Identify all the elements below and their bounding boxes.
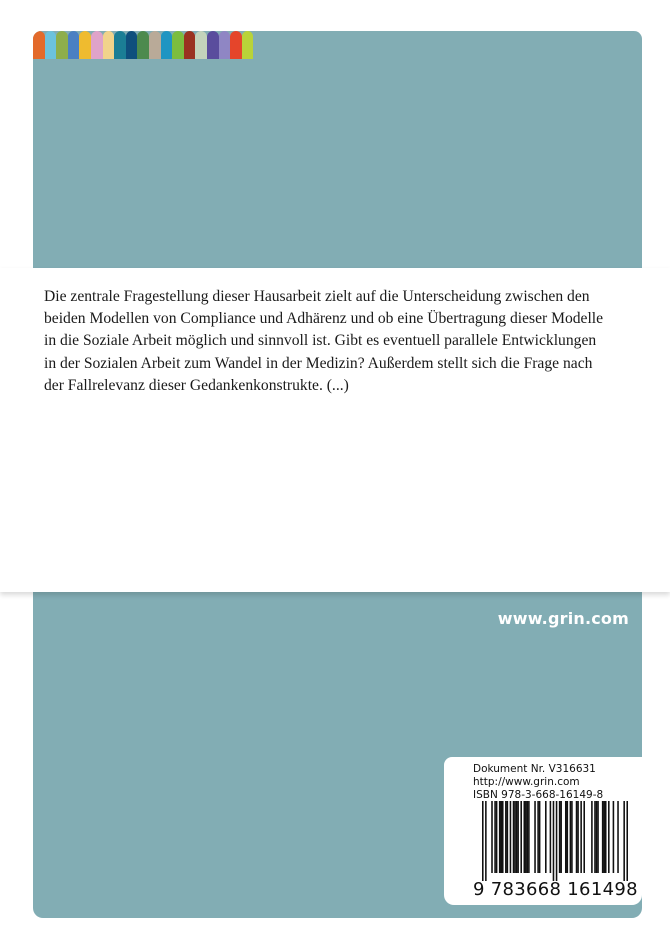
color-tab-strip (33, 31, 253, 59)
color-tab (114, 31, 126, 59)
color-tab (137, 31, 149, 59)
color-tab (126, 31, 138, 59)
color-tab (91, 31, 103, 59)
color-tab (207, 31, 219, 59)
isbn-info (473, 763, 603, 802)
color-tab (161, 31, 173, 59)
abstract-line: beiden Modellen von Compliance und Adhärenz und ob eine Übertragung dieser Modelle (44, 310, 604, 328)
document-number: Dokument Nr. V316631 (473, 763, 596, 775)
color-tab (45, 31, 57, 59)
abstract-line: in der Sozialen Arbeit zum Wandel in der Medizin? Außerdem stellt sich die Frage nach (44, 354, 593, 372)
color-tab (195, 31, 207, 59)
barcode-digits: 9 783668 161498 (473, 879, 638, 900)
isbn-number: ISBN 978-3-668-16149-8 (473, 789, 604, 801)
color-tab (242, 31, 254, 59)
abstract-text (44, 286, 639, 397)
barcode-icon (482, 801, 628, 881)
color-tab (79, 31, 91, 59)
publisher-link: http://www.grin.com (473, 776, 580, 788)
abstract-line: der Fallrelevanz dieser Gedankenkonstrukte. (...) (44, 376, 349, 394)
color-tab (219, 31, 231, 59)
color-tab (103, 31, 115, 59)
color-tab (184, 31, 196, 59)
isbn-label (444, 757, 642, 905)
cover-top-panel (33, 31, 642, 268)
abstract-line: in die Soziale Arbeit möglich und sinnvoll ist. Gibt es eventuell parallele Entwicklungen (44, 332, 597, 350)
publisher-url: www.grin.com (497, 609, 629, 628)
color-tab (230, 31, 242, 59)
abstract-line: Die zentrale Fragestellung dieser Hausarbeit zielt auf die Unterscheidung zwischen den (44, 288, 590, 305)
color-tab (68, 31, 80, 59)
color-tab (172, 31, 184, 59)
color-tab (33, 31, 45, 59)
color-tab (149, 31, 161, 59)
cover-bottom-panel (33, 592, 642, 918)
color-tab (56, 31, 68, 59)
abstract-panel (0, 268, 670, 592)
